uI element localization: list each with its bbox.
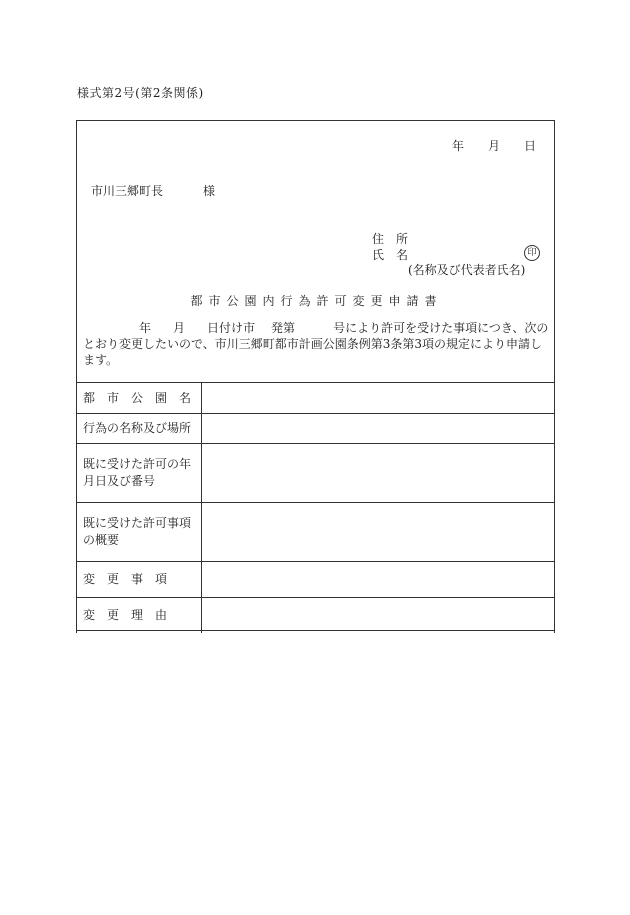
body-issue: 発第 (271, 321, 296, 335)
row-label-activity: 行為の名称及び場所 (77, 414, 202, 444)
month-label: 月 (487, 139, 500, 153)
row-value-change-reason[interactable] (202, 598, 555, 633)
recipient: 市川三郷町長 (91, 184, 164, 198)
representative-note: (名称及び代表者氏名) (408, 263, 526, 277)
fields-table (76, 382, 555, 633)
row-value-change-items[interactable] (202, 562, 555, 598)
table-row (77, 598, 555, 633)
date-line (452, 137, 536, 154)
seal-icon: 印 (524, 245, 540, 261)
form-number: 様式第2号(第2条関係) (77, 86, 204, 100)
body-number-text: 号により許可を受けた事項につき、次のとおり変更したいので、市川三郷町都市計画公園条例第3条第3項の規定により申請します。 (83, 321, 549, 367)
row-label-change-items: 変 更 事 項 (77, 562, 202, 598)
body-month: 月 (173, 321, 186, 335)
body-date-suffix: 日付け市 (207, 321, 256, 335)
body-paragraph (83, 320, 551, 368)
table-row (77, 444, 555, 503)
table-row (77, 503, 555, 562)
table-row (77, 383, 555, 414)
row-label-change-reason: 変 更 理 由 (77, 598, 202, 633)
document-title: 都市公園内行為許可変更申請書 (190, 294, 443, 308)
year-label: 年 (451, 139, 464, 153)
row-value-activity[interactable] (202, 414, 555, 444)
row-value-park-name[interactable] (202, 383, 555, 414)
row-value-permit-summary[interactable] (202, 503, 555, 562)
row-label-permit-summary: 既に受けた許可事項の概要 (77, 503, 202, 562)
row-label-permit-date: 既に受けた許可の年月日及び番号 (77, 444, 202, 503)
addressee (91, 182, 215, 199)
day-label: 日 (523, 139, 536, 153)
honorific: 様 (203, 184, 216, 198)
application-form (76, 120, 555, 631)
table-row (77, 562, 555, 598)
name-label: 氏 名 (372, 248, 409, 262)
table-row (77, 414, 555, 444)
address-label: 住 所 (372, 232, 409, 246)
body-year: 年 (139, 321, 152, 335)
row-label-park-name: 都 市 公 園 名 (77, 383, 202, 414)
row-value-permit-date[interactable] (202, 444, 555, 503)
